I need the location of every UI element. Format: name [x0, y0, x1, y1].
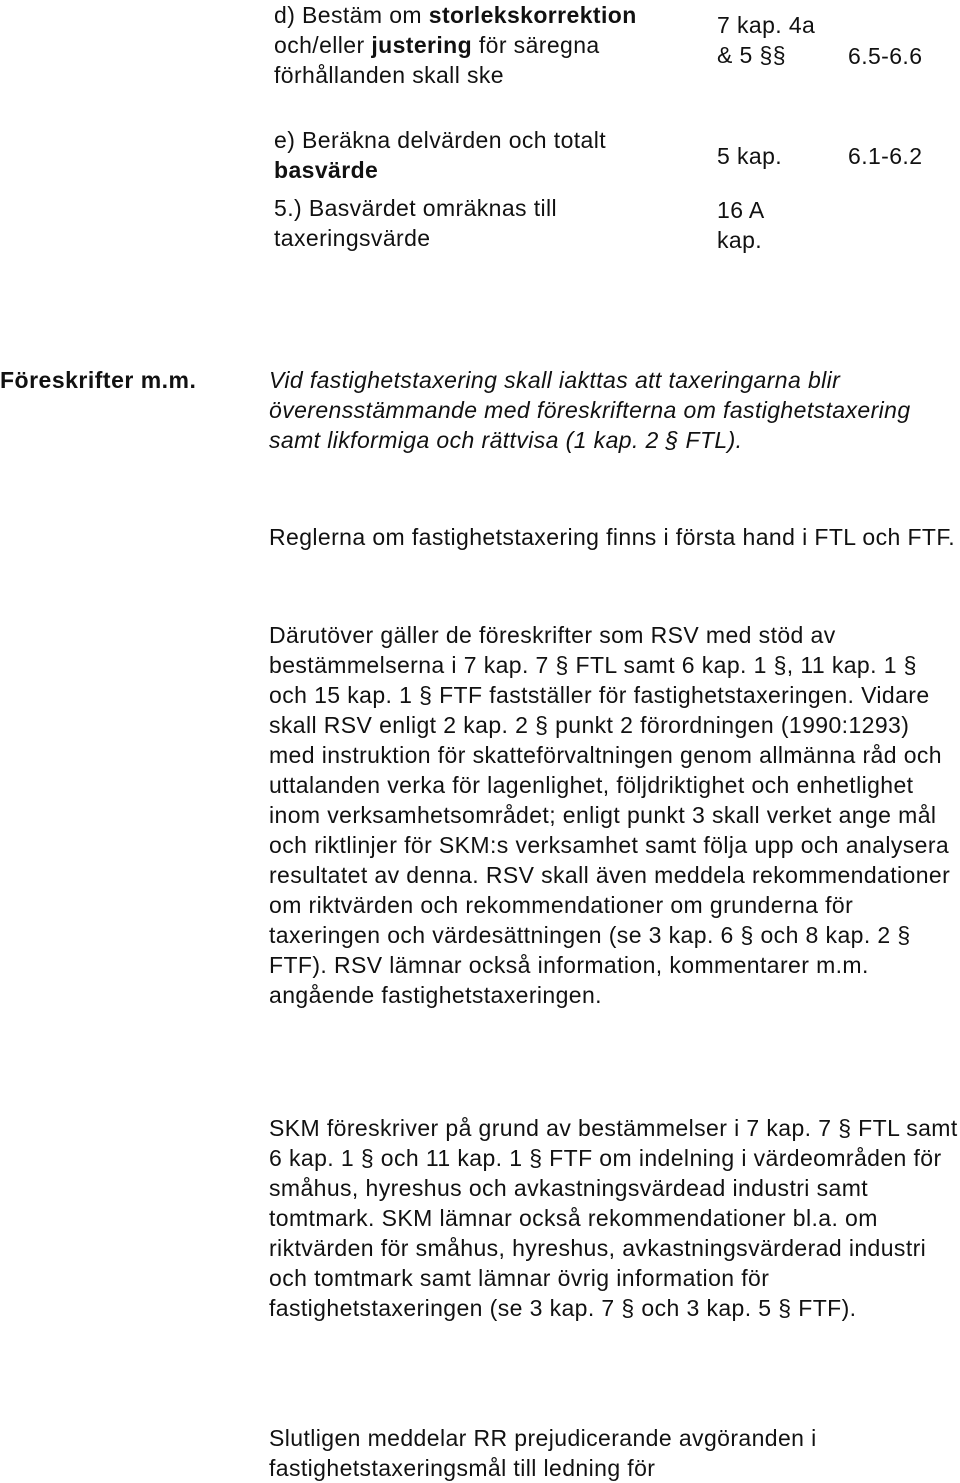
step-text: 5.) Basvärdet omräknas till taxeringsvärde	[274, 195, 558, 251]
emphasized-term: storlekskorrektion	[428, 2, 637, 28]
step-cell	[274, 0, 704, 90]
section-heading: Föreskrifter m.m.	[0, 367, 197, 393]
section-intro	[269, 365, 959, 455]
law-reference-cell: 7 kap. 4a & 5 §§	[717, 12, 816, 68]
step-cell	[274, 125, 704, 185]
body-paragraph: SKM föreskriver på grund av bestämmelser i 7 kap. 7 § FTL samt 6 kap. 1 § och 11 kap. 1 § FTF om indelning i värdeområden för småhus, hyreshus och avkastningsvärdead industri samt tomtmark. SKM lämnar också rekommendationer bl.a. om riktvärden för småhus, hyreshus, avkastningsvärderad industri och tomtmark samt lämnar övrig information för fastighetstaxeringen (se 3 kap. 7 § och 3 kap. 5 § FTF).	[269, 1115, 958, 1321]
section-paragraph	[269, 620, 959, 1010]
body-paragraph: Reglerna om fastighetstaxering finns i första hand i FTL och FTF.	[269, 524, 956, 550]
emphasized-term: justering	[371, 32, 473, 58]
step-text: d) Bestäm om	[274, 2, 429, 28]
section-paragraph	[269, 1423, 959, 1483]
law-reference-cell: 16 A kap.	[717, 197, 764, 253]
section-paragraph	[269, 1113, 959, 1323]
manual-reference-cell: 6.5-6.6	[848, 43, 923, 69]
section-paragraph	[269, 522, 959, 552]
step-cell	[274, 193, 704, 253]
law-reference-cell: 5 kap.	[717, 143, 783, 169]
body-paragraph: Därutöver gäller de föreskrifter som RSV med stöd av bestämmelserna i 7 kap. 7 § FTL samt 6 kap. 1 §, 11 kap. 1 § och 15 kap. 1 § FTF fastställer för fastighetstaxeringen. Vidare skall RSV enligt 2 kap. 2 § punkt 2 förordningen (1990:1293) med instruktion för skatteförvaltningen genom allmänna råd och uttalanden verka för lagenlighet, följdriktighet och enhetlighet inom verksamhetsområdet; enligt punkt 3 skall verket ange mål och riktlinjer för SKM:s verksamhet samt följa upp och analysera resultatet av denna. RSV skall även meddela rekommendationer om riktvärden och rekommendationer om grunderna för taxeringen och värdesättningen (se 3 kap. 6 § och 8 kap. 2 § FTF). RSV lämnar också information, kommentarer m.m. angående fastighetstaxeringen.	[269, 622, 951, 1008]
emphasized-term: basvärde	[274, 157, 379, 183]
body-paragraph: Slutligen meddelar RR prejudicerande avgöranden i fastighetstaxeringsmål till ledning för	[269, 1425, 817, 1481]
step-text: och/eller	[274, 32, 372, 58]
intro-paragraph: Vid fastighetstaxering skall iakttas att taxeringarna blir överensstämmande med föreskrifterna om fastighetstaxering samt likformiga och rättvisa (1 kap. 2 § FTL).	[269, 367, 911, 453]
step-text: för säregna förhållanden skall ske	[274, 32, 600, 88]
step-text: e) Beräkna delvärden och totalt	[274, 127, 607, 153]
manual-reference-cell: 6.1-6.2	[848, 143, 923, 169]
